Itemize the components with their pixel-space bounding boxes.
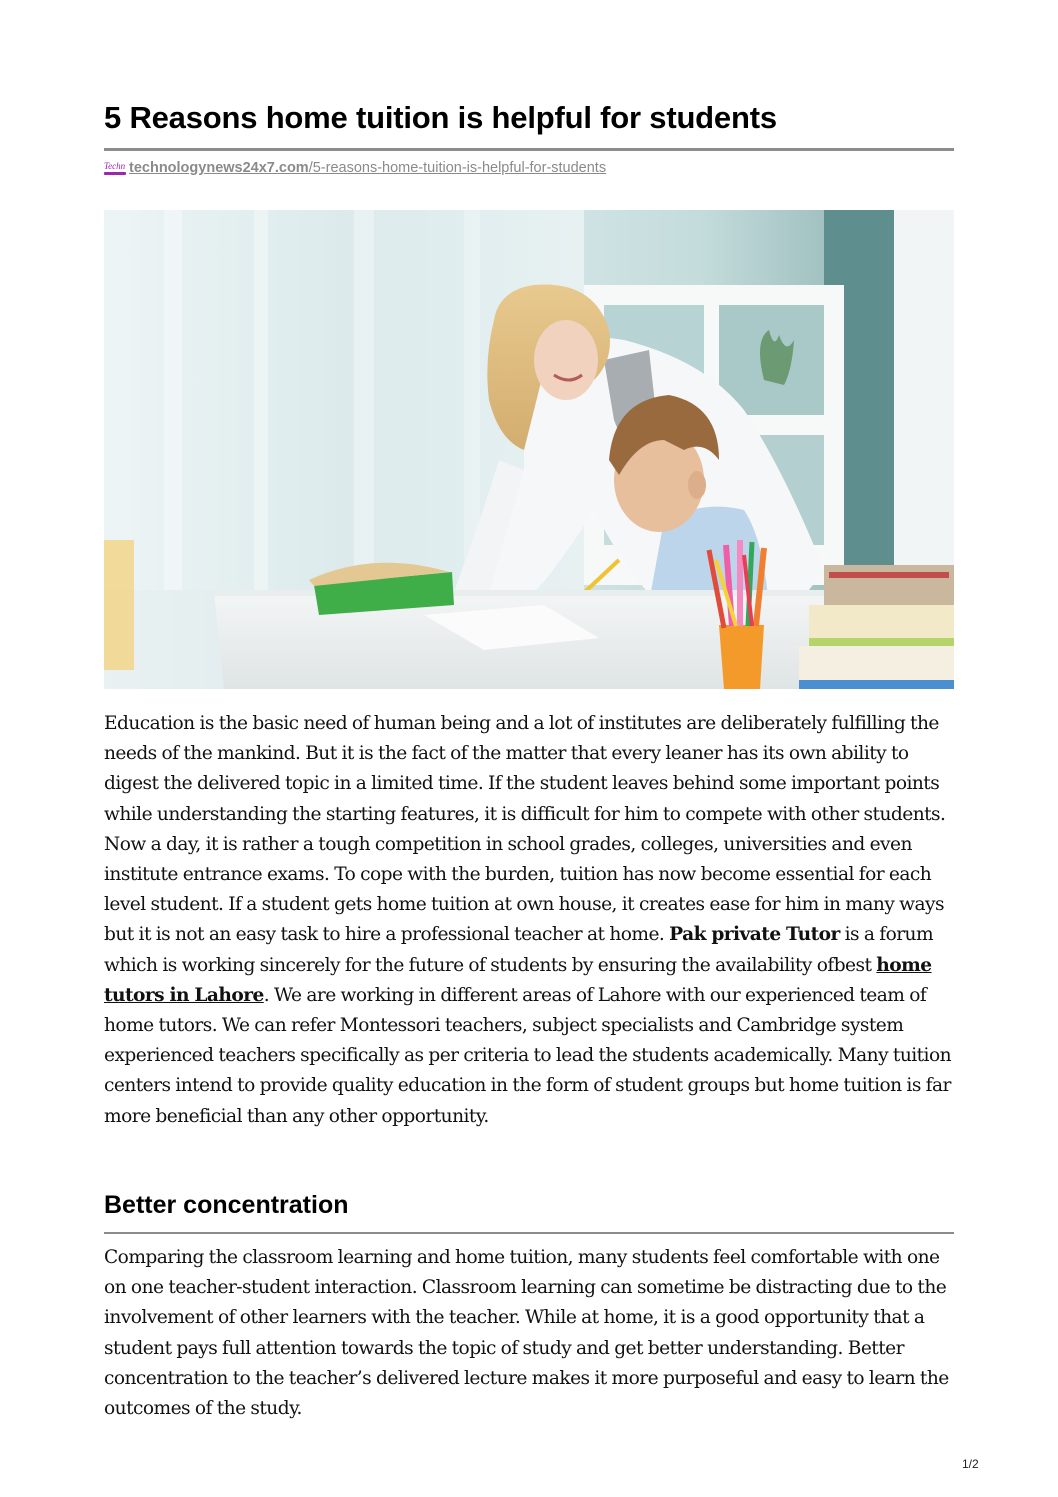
source-path: /5-reasons-home-tuition-is-helpful-for-students — [308, 160, 607, 176]
title-divider — [104, 148, 954, 151]
pak-private-tutor-bold: Pak private Tutor — [669, 924, 840, 946]
section-heading-better-concentration: Better concentration — [104, 1191, 349, 1219]
section-divider — [104, 1232, 954, 1234]
hero-image — [104, 210, 954, 689]
teacher-and-student-photo — [104, 210, 954, 689]
intro-paragraph: Education is the basic need of human being and a lot of institutes are deliberately fulfilling the needs of the mankind. But it is the fact of the matter that every leaner has its own ability to digest the delivered topic in a limited time. If the student leaves behind some important points while understanding the starting features, it is difficult for him to compete with other students. Now a day, it is rather a tough competition in school grades, colleges, universities and even institute entrance exams. To cope with the burden, tuition has now become essential for each level student. If a student gets home tuition at own house, it creates ease for him in many ways but it is not an easy task to hire a professional teacher at home. Pak private Tutor is a forum which is working sincerely for the future of students by ensuring the availability ofbest home tutors in Lahore. We are working in different areas of Lahore with our experienced team of home tutors. We can refer Montessori teachers, subject specialists and Cambridge system experienced teachers specifically as per criteria to lead the students academically. Many tuition centers intend to provide quality education in the form of student groups but home tuition is far more beneficial than any other opportunity. — [104, 713, 952, 1127]
source-line — [104, 158, 606, 178]
source-domain: technologynews24x7.com — [129, 160, 309, 176]
source-link[interactable] — [129, 160, 606, 176]
section-paragraph: Comparing the classroom learning and home tuition, many students feel comfortable with one on one teacher-student interaction. Classroom learning can sometime be distracting due to the involvement of other learners with the teacher. While at home, it is a good opportunity that a student pays full attention towards the topic of study and get better understanding. Better concentration to the teacher’s delivered lecture makes it more purposeful and easy to learn the outcomes of the study. — [104, 1247, 949, 1420]
techn-favicon-icon: Techn — [104, 161, 126, 175]
page-number: 1/2 — [962, 1457, 979, 1471]
article-title: 5 Reasons home tuition is helpful for students — [104, 100, 777, 135]
home-tutors-lahore-link[interactable]: home tutors in Lahore — [104, 954, 932, 1006]
